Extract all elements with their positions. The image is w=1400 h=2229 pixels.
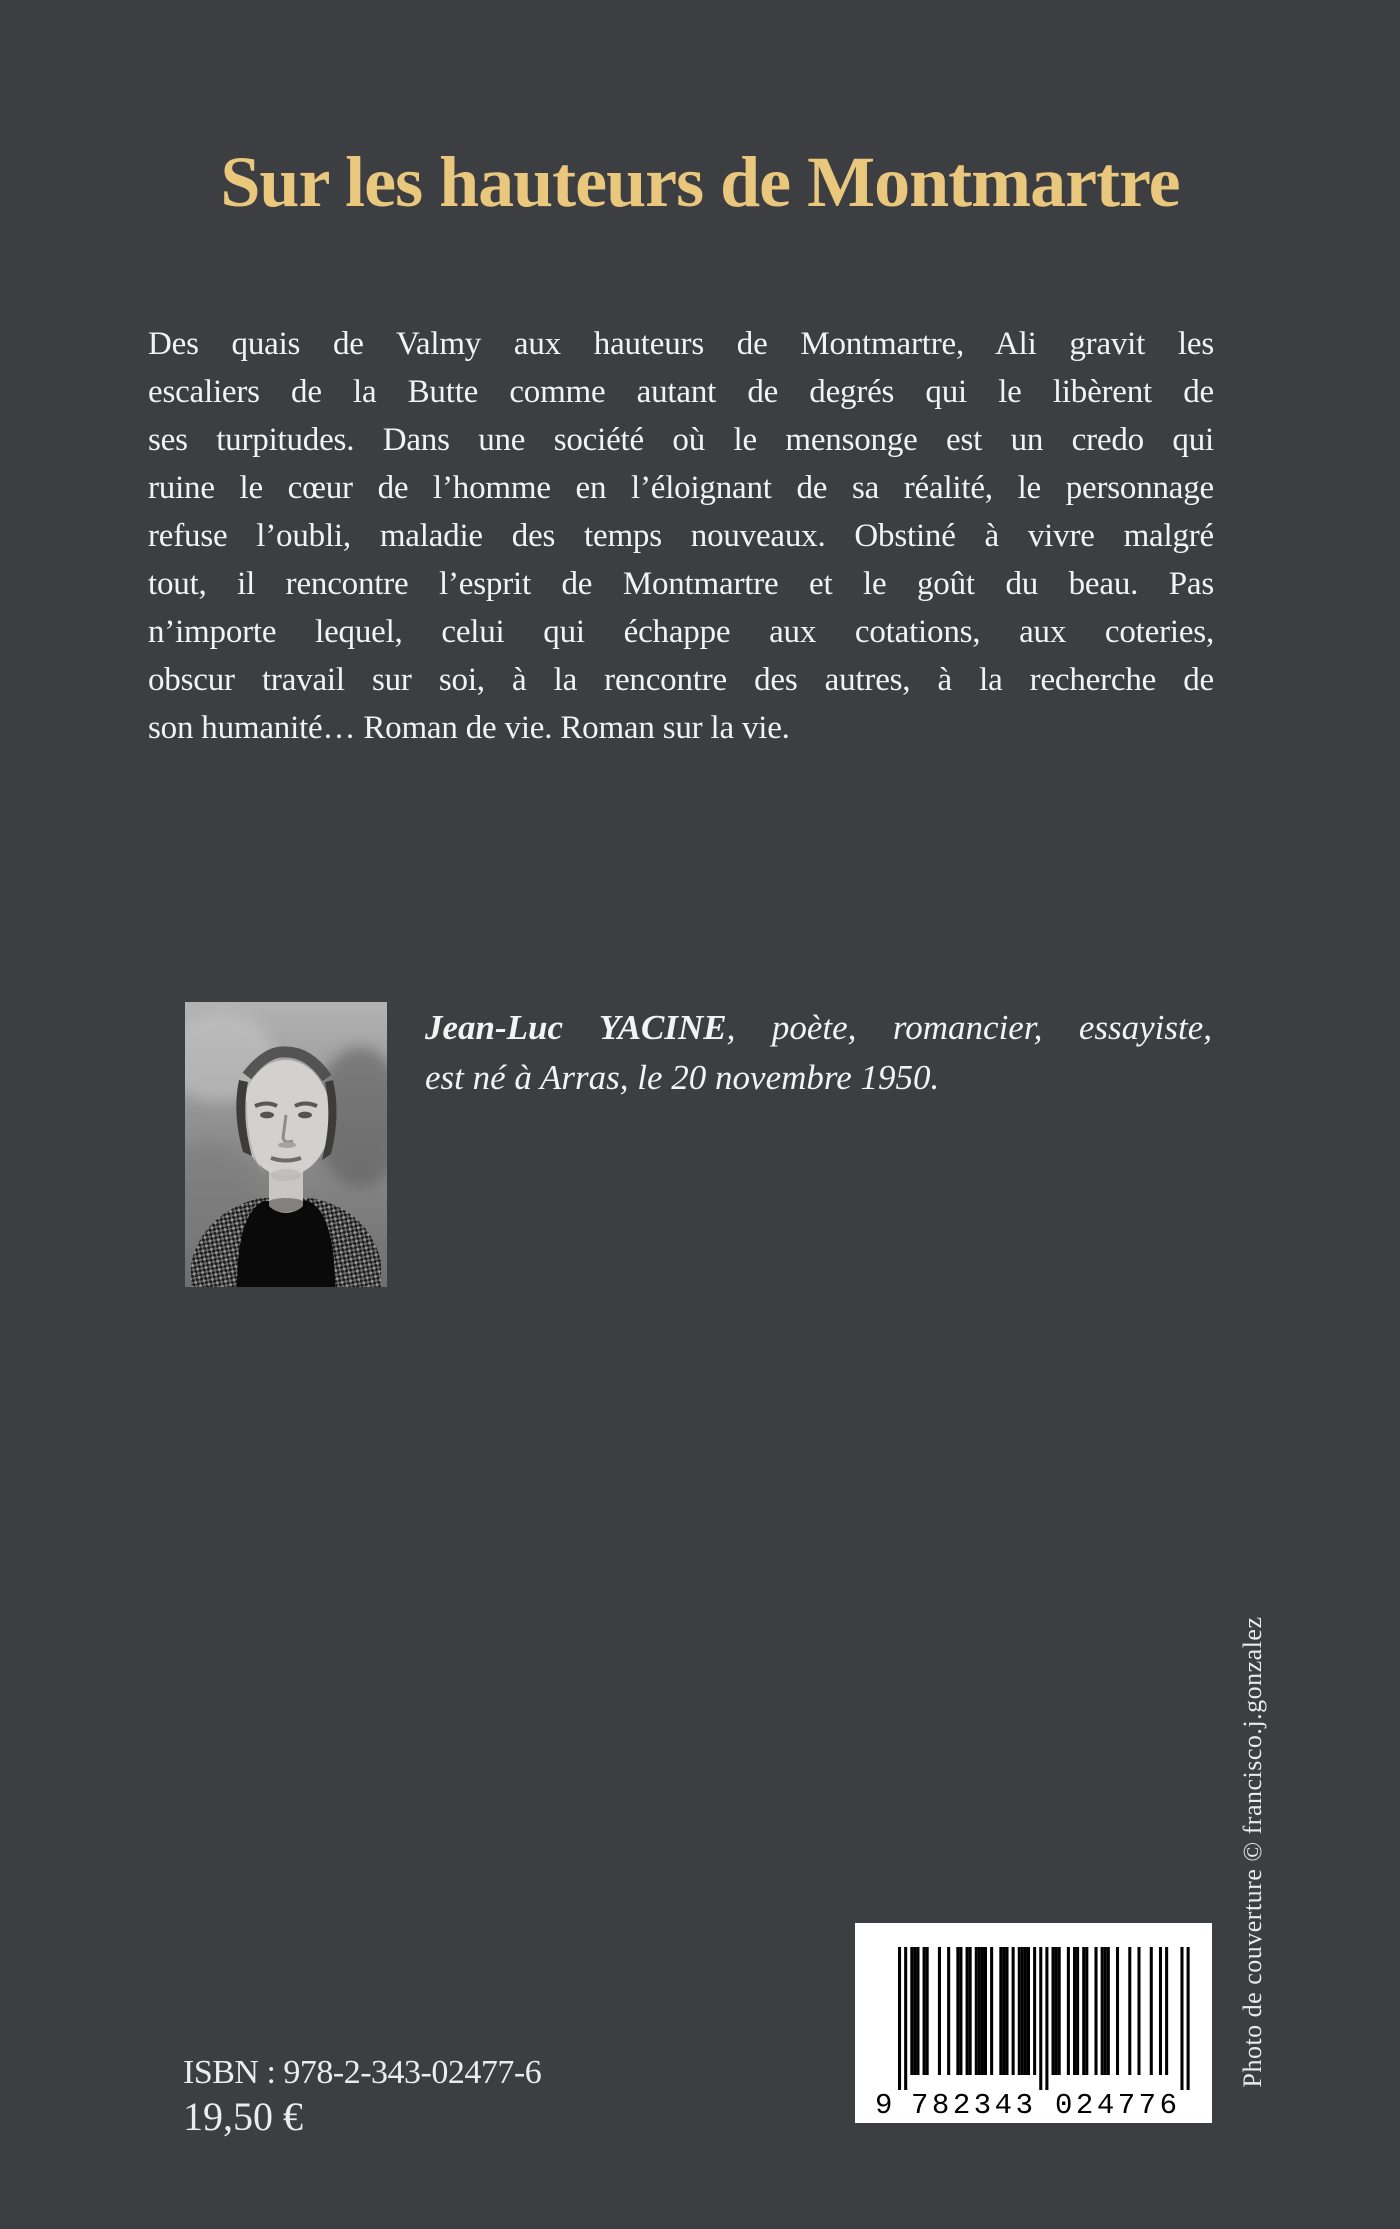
svg-text:024776: 024776 — [1055, 2089, 1177, 2122]
synopsis-line: son humanité… Roman de vie. Roman sur la vie. — [148, 710, 790, 746]
synopsis-line: n’importe lequel, celui qui échappe aux cotations, aux coteries, — [148, 614, 1214, 650]
author-photo — [185, 1002, 387, 1287]
barcode — [855, 1923, 1212, 2123]
synopsis-line: ses turpitudes. Dans une société où le mensonge est un credo qui — [148, 422, 1214, 458]
barcode-bars — [855, 1923, 1212, 2123]
synopsis-line: Des quais de Valmy aux hauteurs de Montmartre, Ali gravit les — [148, 326, 1214, 362]
author-bio-rest: , poète, romancier, essayiste, — [726, 1008, 1212, 1047]
synopsis-line: refuse l’oubli, maladie des temps nouveaux. Obstiné à vivre malgré — [148, 518, 1214, 554]
author-name: Jean-Luc YACINE — [425, 1008, 727, 1047]
book-title: Sur les hauteurs de Montmartre — [220, 142, 1180, 222]
svg-text:9: 9 — [875, 2089, 893, 2122]
svg-text:782343: 782343 — [911, 2089, 1033, 2122]
price-text: 19,50 € — [183, 2094, 303, 2139]
author-bio — [425, 1003, 1212, 1103]
author-bio-line2: est né à Arras, le 20 novembre 1950. — [425, 1058, 940, 1097]
synopsis-line: ruine le cœur de l’homme en l’éloignant de sa réalité, le personnage — [148, 470, 1214, 506]
synopsis-line: obscur travail sur soi, à la rencontre des autres, à la recherche de — [148, 662, 1214, 698]
synopsis-line: escaliers de la Butte comme autant de degrés qui le libèrent de — [148, 374, 1214, 410]
synopsis-paragraph — [148, 320, 1214, 752]
isbn-text: ISBN : 978-2-343-02477-6 — [183, 2054, 542, 2091]
author-bio-line1 — [425, 1003, 1212, 1053]
photo-credit-text: Photo de couverture © francisco.j.gonzalez — [1238, 1616, 1267, 2088]
synopsis-line: tout, il rencontre l’esprit de Montmartre et le goût du beau. Pas — [148, 566, 1214, 602]
